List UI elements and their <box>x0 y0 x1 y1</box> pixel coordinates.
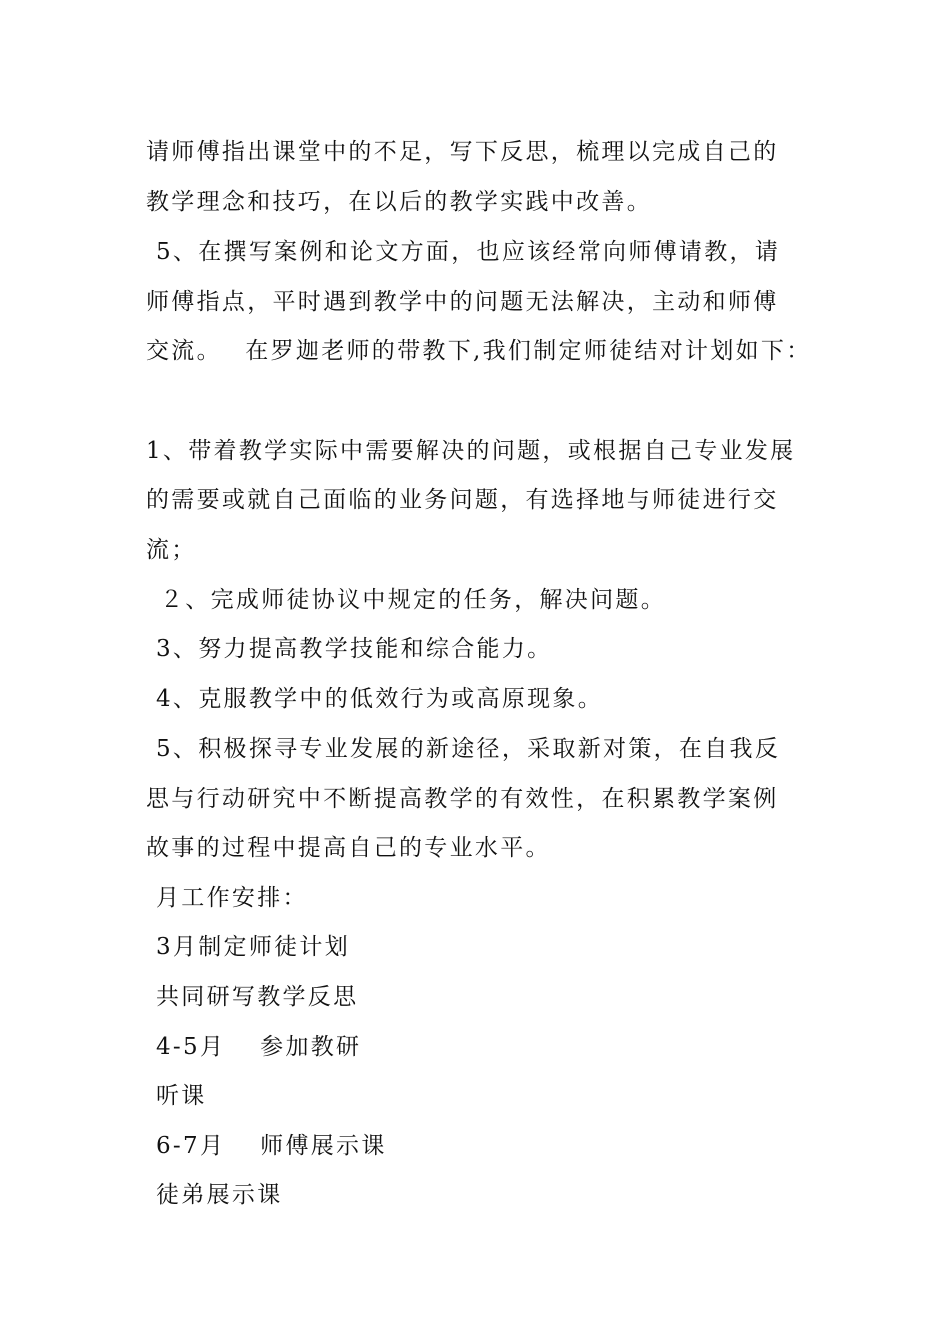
text-line: 交流。 在罗迦老师的带教下,我们制定师徒结对计划如下： <box>146 338 812 364</box>
text-line: 5、积极探寻专业发展的新途径，采取新对策，在自我反 <box>156 736 781 762</box>
schedule-item: 3月制定师徒计划 <box>156 934 351 960</box>
schedule-item: 共同研写教学反思 <box>156 984 359 1010</box>
text-line: 师傅指点，平时遇到教学中的问题无法解决，主动和师傅 <box>146 289 779 315</box>
text-line: 1、带着教学实际中需要解决的问题，或根据自己专业发展 <box>146 438 796 464</box>
schedule-item: 4-5月 参加教研 <box>156 1034 362 1060</box>
text-line: 的需要或就自己面临的业务问题，有选择地与师徒进行交 <box>146 487 779 513</box>
text-line: 5、在撰写案例和论文方面，也应该经常向师傅请教，请 <box>156 239 781 265</box>
text-line: ２、完成师徒协议中规定的任务，解决问题。 <box>160 587 666 613</box>
text-line: 流； <box>146 537 197 563</box>
text-line: 教学理念和技巧，在以后的教学实践中改善。 <box>146 189 652 215</box>
schedule-item: 徒弟展示课 <box>156 1182 283 1208</box>
schedule-item: 听课 <box>156 1083 207 1109</box>
text-line: 思与行动研究中不断提高教学的有效性，在积累教学案例 <box>146 786 779 812</box>
text-line: 故事的过程中提高自己的专业水平。 <box>146 835 551 861</box>
text-line: 4、克服教学中的低效行为或高原现象。 <box>156 686 604 712</box>
text-line: 3、努力提高教学技能和综合能力。 <box>156 636 553 662</box>
schedule-heading: 月工作安排： <box>156 885 308 911</box>
text-line: 请师傅指出课堂中的不足，写下反思，梳理以完成自己的 <box>146 139 779 165</box>
schedule-item: 6-7月 师傅展示课 <box>156 1133 387 1159</box>
